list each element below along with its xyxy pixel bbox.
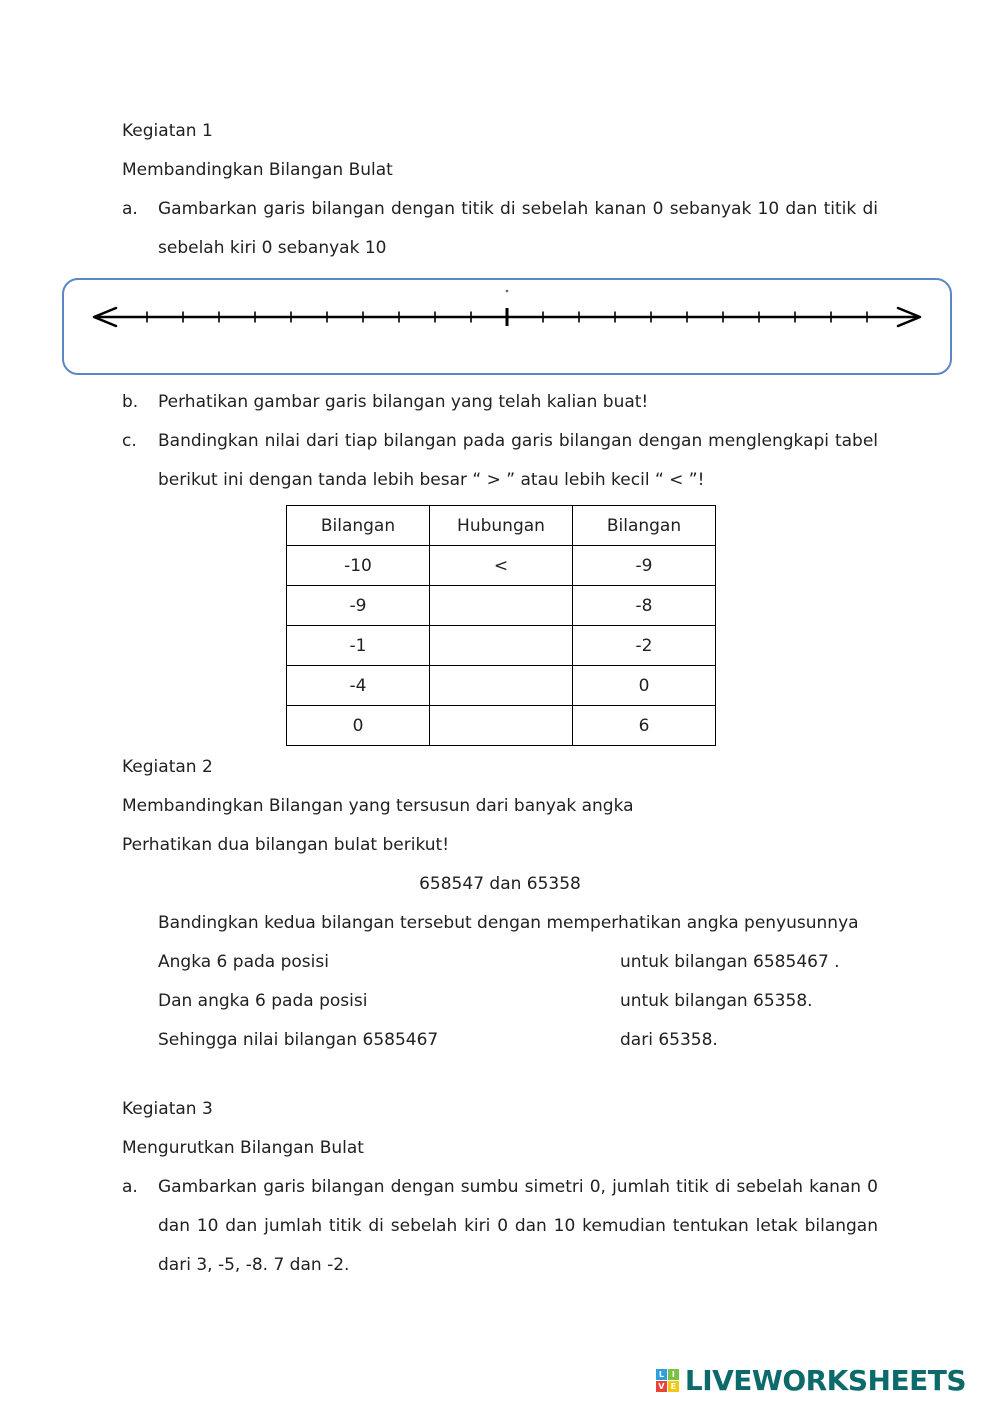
liveworksheets-logo-grid (656, 1369, 679, 1392)
activity3-title: Kegiatan 3 (122, 1099, 213, 1119)
table-row (287, 706, 716, 746)
activity1-subtitle: Membandingkan Bilangan Bulat (122, 160, 393, 180)
item-c-marker: c. (122, 431, 137, 451)
table-cell: 0 (573, 666, 716, 706)
logo-square-l: L (656, 1369, 667, 1380)
activity3-item-a (122, 1168, 878, 1285)
item-a3-marker: a. (122, 1177, 138, 1197)
fill-line-2-right: untuk bilangan 65358. (620, 991, 813, 1011)
table-header-row (287, 506, 716, 546)
item-b-marker: b. (122, 392, 139, 412)
fill-line-3-right: dari 65358. (620, 1030, 718, 1050)
item-b-text: Perhatikan gambar garis bilangan yang telah kalian buat! (158, 392, 649, 412)
activity1-title: Kegiatan 1 (122, 121, 213, 141)
activity2-instruction: Bandingkan kedua bilangan tersebut dengan memperhatikan angka penyusunnya (158, 913, 859, 933)
answer-cell[interactable] (430, 666, 573, 706)
answer-cell[interactable] (430, 706, 573, 746)
fill-line-2 (122, 982, 878, 1021)
activity2-intro: Perhatikan dua bilangan bulat berikut! (122, 835, 450, 855)
item-a3-text: Gambarkan garis bilangan dengan sumbu simetri 0, jumlah titik di sebelah kanan 0 dan 10 dan jumlah titik di sebelah kiri 0 dan 10 kemudian tentukan letak bilangan dari 3, -5, -8. 7 dan -2. (158, 1177, 878, 1275)
table-cell: < (430, 546, 573, 586)
answer-blank[interactable] (362, 948, 612, 976)
number-line-svg (64, 280, 950, 373)
activity1-item-a (122, 190, 878, 268)
fill-line-3 (122, 1021, 878, 1060)
table-cell: 6 (573, 706, 716, 746)
liveworksheets-logo[interactable] (656, 1364, 966, 1397)
liveworksheets-brand-text: LIVEWORKSHEETS (684, 1364, 966, 1397)
answer-blank[interactable] (362, 987, 612, 1015)
answer-cell[interactable] (430, 586, 573, 626)
table-row (287, 626, 716, 666)
table-cell: -9 (573, 546, 716, 586)
activity2-title: Kegiatan 2 (122, 757, 213, 777)
table-cell: -10 (287, 546, 430, 586)
answer-cell[interactable] (430, 626, 573, 666)
fill-line-1-left: Angka 6 pada posisi (158, 952, 329, 972)
activity1-item-b (122, 383, 878, 422)
table-row (287, 666, 716, 706)
main-content (0, 383, 1000, 1285)
activity1-item-c (122, 422, 878, 500)
fill-line-2-left: Dan angka 6 pada posisi (158, 991, 368, 1011)
table-header-bilangan-left: Bilangan (287, 506, 430, 546)
fill-line-1-right: untuk bilangan 6585467 . (620, 952, 840, 972)
activity2-subtitle: Membandingkan Bilangan yang tersusun dari banyak angka (122, 796, 634, 816)
table-cell: -2 (573, 626, 716, 666)
logo-square-i: I (668, 1369, 679, 1380)
item-c-text: Bandingkan nilai dari tiap bilangan pada garis bilangan dengan menglengkapi tabel berikut ini dengan tanda lebih besar “ > ” atau lebih kecil “ < ”! (158, 431, 878, 490)
table-cell: -9 (287, 586, 430, 626)
answer-blank[interactable] (362, 1026, 612, 1054)
fill-line-1 (122, 943, 878, 982)
number-line-box (62, 278, 952, 375)
table-cell: -4 (287, 666, 430, 706)
table-cell: 0 (287, 706, 430, 746)
table-header-hubungan: Hubungan (430, 506, 573, 546)
fill-line-3-left: Sehingga nilai bilangan 6585467 (158, 1030, 439, 1050)
logo-square-e: E (668, 1381, 679, 1392)
item-a-marker: a. (122, 199, 138, 219)
logo-square-v: V (656, 1381, 667, 1392)
activity3-subtitle: Mengurutkan Bilangan Bulat (122, 1138, 364, 1158)
table-header-bilangan-right: Bilangan (573, 506, 716, 546)
table-row (287, 586, 716, 626)
table-row (287, 546, 716, 586)
table-cell: -1 (287, 626, 430, 666)
activity1-section (0, 0, 1000, 268)
activity2-numbers: 658547 dan 65358 (419, 874, 581, 894)
item-a-text: Gambarkan garis bilangan dengan titik di sebelah kanan 0 sebanyak 10 dan titik di sebelah kiri 0 sebanyak 10 (158, 199, 878, 258)
comparison-table (286, 505, 716, 746)
table-cell: -8 (573, 586, 716, 626)
